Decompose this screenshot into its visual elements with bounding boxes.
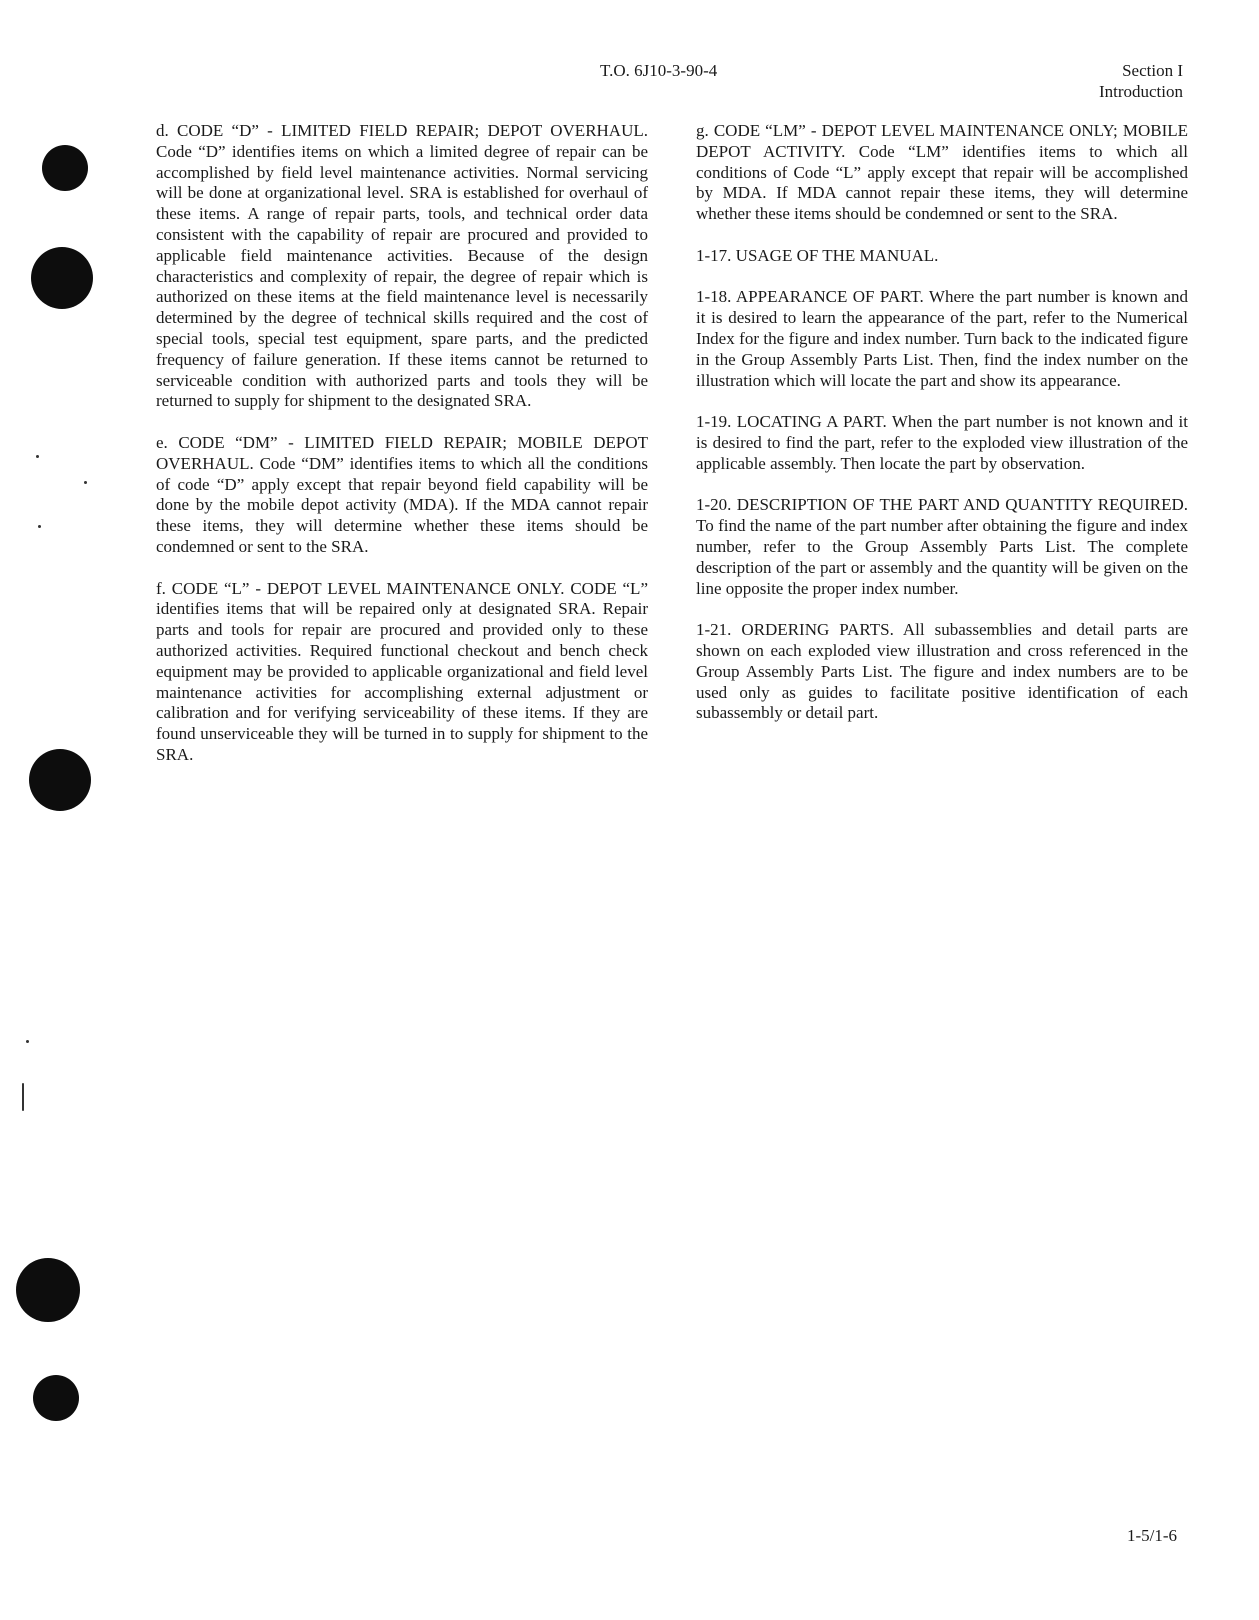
- paragraph-code-dm: e. CODE “DM” - LIMITED FIELD REPAIR; MOBILE DEPOT OVERHAUL. Code “DM” identifies items to which all the conditions of code “D” apply except that repair beyond field capability will be done by the mobile depot activity (MDA). If the MDA cannot repair these items, they will determine whether these items should be condemned or sent to the SRA.: [156, 432, 648, 556]
- paragraph-1-18: 1-18. APPEARANCE OF PART. Where the part number is known and it is desired to learn the appearance of the part, refer to the Numerical Index for the figure and index number. Turn back to the indicated figure in the Group Assembly Parts List. Then, find the index number on the illustration which will locate the part and show its appearance.: [696, 287, 1188, 390]
- paragraph-1-21: 1-21. ORDERING PARTS. All subassemblies and detail parts are shown on each exploded view illustration and cross referenced in the Group Assembly Parts List. The figure and index numbers are to be used only as guides to facilitate positive identification of each subassembly or detail part.: [696, 620, 1188, 723]
- scan-mark: [22, 1083, 24, 1111]
- heading-usage-of-manual: 1-17. USAGE OF THE MANUAL.: [696, 245, 939, 265]
- section-title: Introduction: [1098, 82, 1183, 101]
- paragraph-1-20: 1-20. DESCRIPTION OF THE PART AND QUANTITY REQUIRED. To find the name of the part number after obtaining the figure and index number, refer to the Group Assembly Parts List. The complete description of the part or assembly and the quantity will be given on the line opposite the proper index number.: [696, 495, 1188, 598]
- right-column: [696, 121, 1188, 745]
- scan-speck: [36, 455, 39, 458]
- document-number: T.O. 6J10-3-90-4: [600, 61, 718, 80]
- section-label: Section I: [1122, 61, 1183, 80]
- paragraph-code-lm: g. CODE “LM” - DEPOT LEVEL MAINTENANCE ONLY; MOBILE DEPOT ACTIVITY. Code “LM” identifies items to which all conditions of Code “L” apply except that repair will be accomplished by MDA. If MDA cannot repair these items, they will determine whether these items should be condemned or sent to the SRA.: [696, 121, 1188, 224]
- punch-hole: [31, 247, 93, 309]
- paragraph-1-19: 1-19. LOCATING A PART. When the part number is not known and it is desired to find the part, refer to the exploded view illustration of the applicable assembly. Then locate the part by observation.: [696, 412, 1188, 473]
- punch-hole: [33, 1375, 79, 1421]
- scan-speck: [26, 1040, 29, 1043]
- paragraph-code-l: f. CODE “L” - DEPOT LEVEL MAINTENANCE ONLY. CODE “L” identifies items that will be repaired only at designated SRA. Repair parts and tools for repair are procured and provided only to these authorized activities. Required functional checkout and bench check equipment may be provided to applicable organizational and field level maintenance activities for accomplishing external adjustment or calibration and for verifying serviceability of these items. If they are found unserviceable they will be turned in to supply for shipment to the SRA.: [156, 578, 648, 764]
- page-number: 1-5/1-6: [1126, 1526, 1177, 1545]
- paragraph-code-d: d. CODE “D” - LIMITED FIELD REPAIR; DEPOT OVERHAUL. Code “D” identifies items on which a limited degree of repair can be accomplished by field level maintenance activities. Normal servicing will be done at organizational level. SRA is established for overhaul of these items. A range of repair parts, tools, and technical order data consistent with the capability of repair are procured and provided to applicable field maintenance activities. Because of the design characteristics and complexity of repair, the degree of repair which is authorized on these items at the field maintenance level is necessarily determined by the degree of technical skills required and the cost of special tools, special test equipment, spare parts, and the predicted frequency of failure generation. If these items cannot be returned to serviceable condition with authorized parts and tools they will be returned to supply for shipment to the designated SRA.: [156, 121, 648, 411]
- left-column: [156, 121, 648, 787]
- scan-speck: [84, 481, 87, 484]
- punch-hole: [29, 749, 91, 811]
- punch-hole: [16, 1258, 80, 1322]
- scan-speck: [38, 525, 41, 528]
- punch-hole: [42, 145, 88, 191]
